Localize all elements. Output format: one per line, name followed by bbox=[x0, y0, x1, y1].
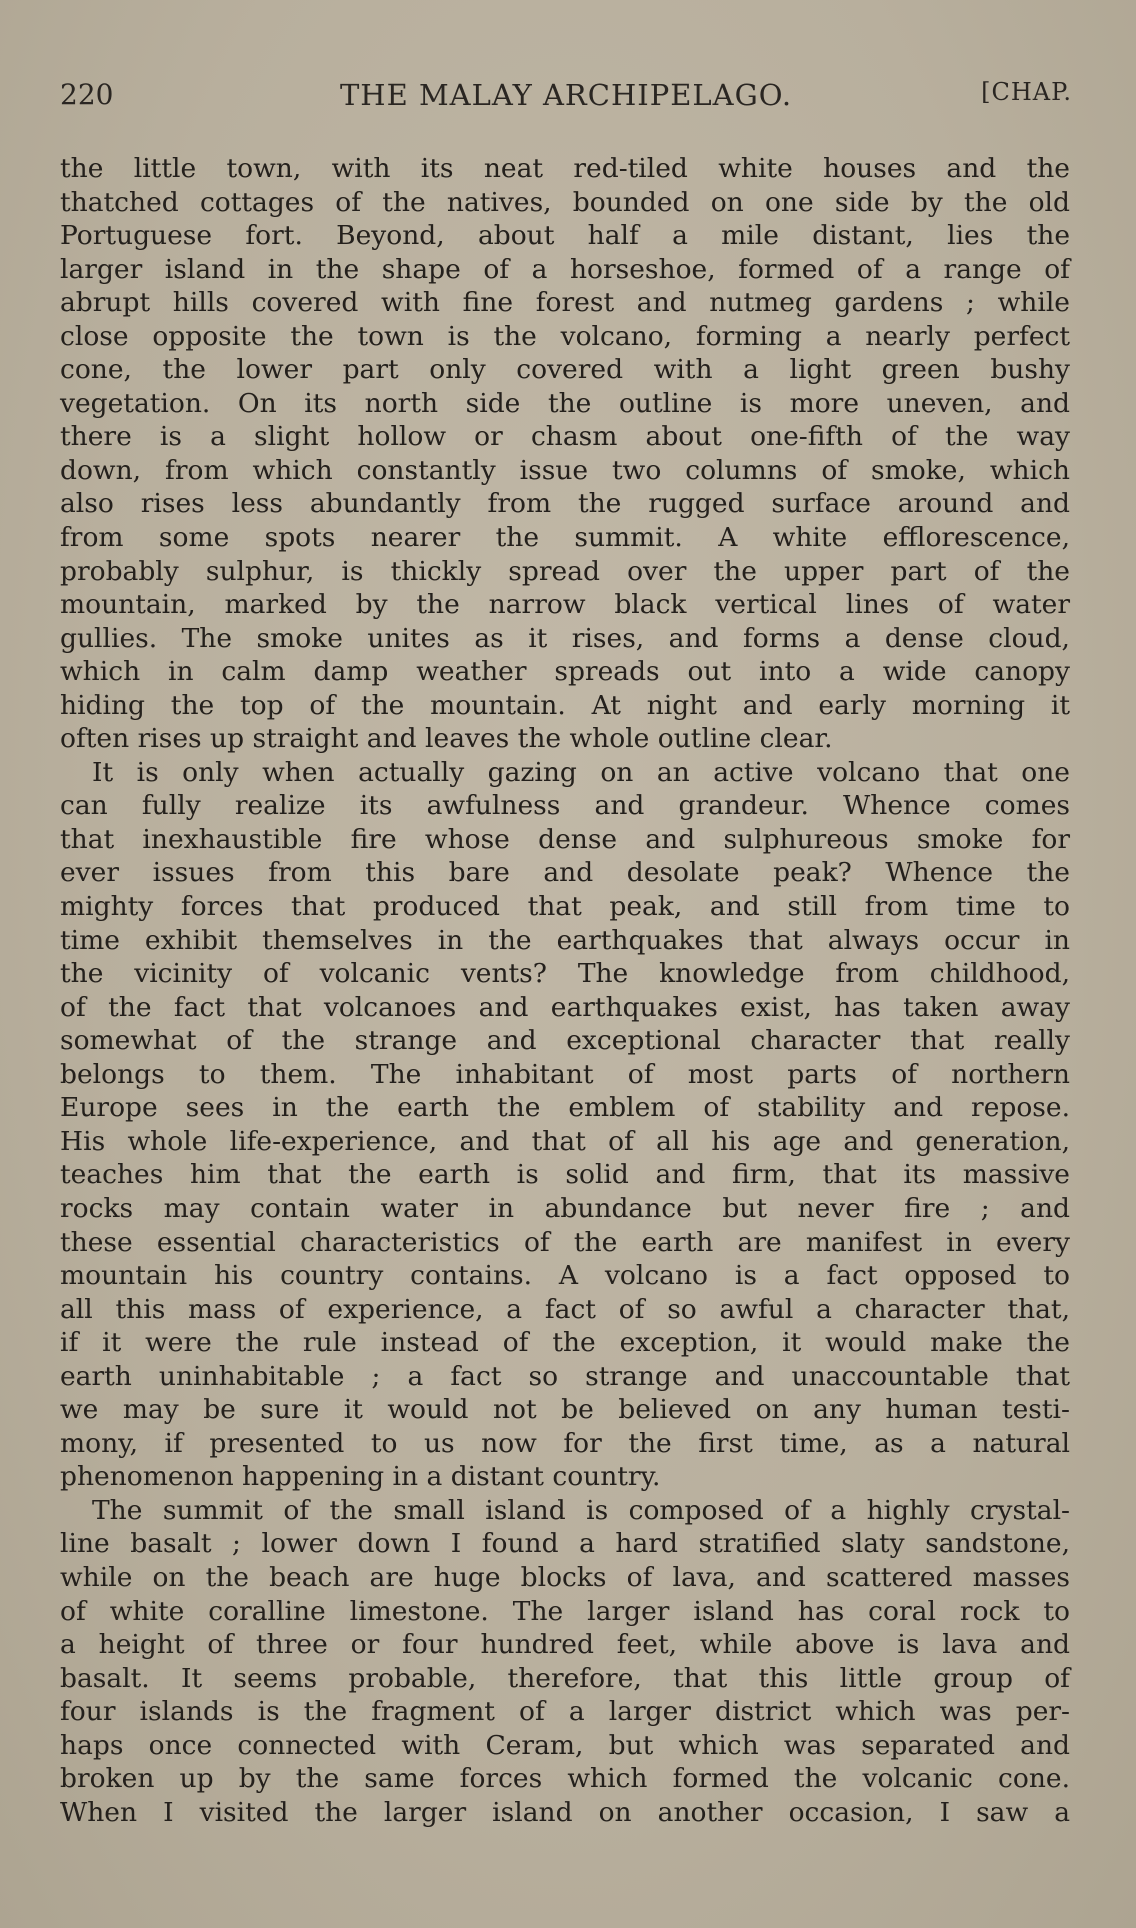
text-line: down, from which constantly issue two columns of smoke, which bbox=[60, 454, 1070, 486]
text-line: often rises up straight and leaves the whole outline clear. bbox=[60, 723, 833, 755]
text-line: basalt. It seems probable, therefore, that this little group of bbox=[60, 1662, 1070, 1694]
text-line: Portuguese fort. Beyond, about half a mile distant, lies the bbox=[60, 220, 1070, 252]
text-line: a height of three or four hundred feet, while above is lava and bbox=[60, 1629, 1070, 1661]
text-line: which in calm damp weather spreads out into a wide canopy bbox=[60, 656, 1070, 688]
text-line: somewhat of the strange and exceptional character that really bbox=[60, 1025, 1070, 1057]
text-line: The summit of the small island is composed of a highly crystal- bbox=[92, 1494, 1070, 1526]
text-line: probably sulphur, is thickly spread over the upper part of the bbox=[60, 555, 1070, 587]
chapter-label: [CHAP. bbox=[981, 78, 1072, 106]
text-line: gullies. The smoke unites as it rises, and forms a dense cloud, bbox=[60, 622, 1070, 654]
running-header bbox=[60, 78, 1072, 118]
text-line: abrupt hills covered with fine forest and nutmeg gardens ; while bbox=[60, 287, 1070, 319]
text-line: earth uninhabitable ; a fact so strange and unaccountable that bbox=[60, 1360, 1070, 1392]
text-line: these essential characteristics of the earth are manifest in every bbox=[60, 1226, 1070, 1258]
text-line: four islands is the fragment of a larger district which was per- bbox=[60, 1696, 1070, 1728]
text-line: that inexhaustible fire whose dense and sulphureous smoke for bbox=[60, 823, 1070, 855]
text-line: can fully realize its awfulness and grandeur. Whence comes bbox=[60, 790, 1070, 822]
text-line: time exhibit themselves in the earthquakes that always occur in bbox=[60, 924, 1070, 956]
text-line: the little town, with its neat red-tiled white houses and the bbox=[60, 153, 1070, 184]
text-line: hiding the top of the mountain. At night and early morning it bbox=[60, 689, 1070, 721]
text-line: ever issues from this bare and desolate peak? Whence the bbox=[60, 857, 1070, 889]
text-line: the vicinity of volcanic vents? The knowledge from childhood, bbox=[60, 958, 1070, 990]
running-title: THE MALAY ARCHIPELAGO. bbox=[339, 78, 793, 112]
text-line: if it were the rule instead of the exception, it would make the bbox=[60, 1327, 1070, 1359]
text-line: of the fact that volcanoes and earthquakes exist, has taken away bbox=[60, 991, 1070, 1023]
text-line: When I visited the larger island on another occasion, I saw a bbox=[60, 1796, 1070, 1828]
text-line: mighty forces that produced that peak, and still from time to bbox=[60, 891, 1070, 923]
text-line: phenomenon happening in a distant country. bbox=[60, 1461, 661, 1493]
text-line: of white coralline limestone. The larger island has coral rock to bbox=[60, 1595, 1070, 1627]
text-line: mountain his country contains. A volcano is a fact opposed to bbox=[60, 1260, 1070, 1292]
text-line: we may be sure it would not be believed on any human testi- bbox=[60, 1394, 1070, 1426]
text-line: belongs to them. The inhabitant of most parts of northern bbox=[60, 1058, 1070, 1090]
text-line: thatched cottages of the natives, bounded on one side by the old bbox=[60, 186, 1070, 218]
text-line: His whole life-experience, and that of all his age and generation, bbox=[60, 1125, 1070, 1157]
text-line: from some spots nearer the summit. A white efflorescence, bbox=[60, 522, 1070, 554]
text-line: rocks may contain water in abundance but never fire ; and bbox=[60, 1192, 1070, 1224]
text-line: close opposite the town is the volcano, forming a nearly perfect bbox=[60, 320, 1070, 352]
text-line: larger island in the shape of a horseshoe, formed of a range of bbox=[60, 253, 1070, 285]
text-line: line basalt ; lower down I found a hard stratified slaty sandstone, bbox=[60, 1528, 1070, 1560]
text-line: mountain, marked by the narrow black vertical lines of water bbox=[60, 589, 1070, 621]
text-line: broken up by the same forces which formed the volcanic cone. bbox=[60, 1763, 1070, 1795]
text-line: all this mass of experience, a fact of so awful a character that, bbox=[60, 1293, 1070, 1325]
text-line: mony, if presented to us now for the first time, as a natural bbox=[60, 1427, 1070, 1459]
body-text bbox=[60, 152, 1070, 1829]
text-line: teaches him that the earth is solid and firm, that its massive bbox=[60, 1159, 1070, 1191]
text-line: vegetation. On its north side the outline is more uneven, and bbox=[60, 387, 1070, 419]
text-line: also rises less abundantly from the rugged surface around and bbox=[60, 488, 1070, 520]
text-line: haps once connected with Ceram, but which was separated and bbox=[60, 1729, 1070, 1761]
text-line: while on the beach are huge blocks of lava, and scattered masses bbox=[60, 1561, 1070, 1593]
text-line: there is a slight hollow or chasm about one-fifth of the way bbox=[60, 421, 1070, 453]
text-line: Europe sees in the earth the emblem of stability and repose. bbox=[60, 1092, 1070, 1124]
text-line: cone, the lower part only covered with a light green bushy bbox=[60, 354, 1070, 386]
text-line: It is only when actually gazing on an active volcano that one bbox=[92, 756, 1070, 788]
page-number: 220 bbox=[60, 78, 114, 111]
